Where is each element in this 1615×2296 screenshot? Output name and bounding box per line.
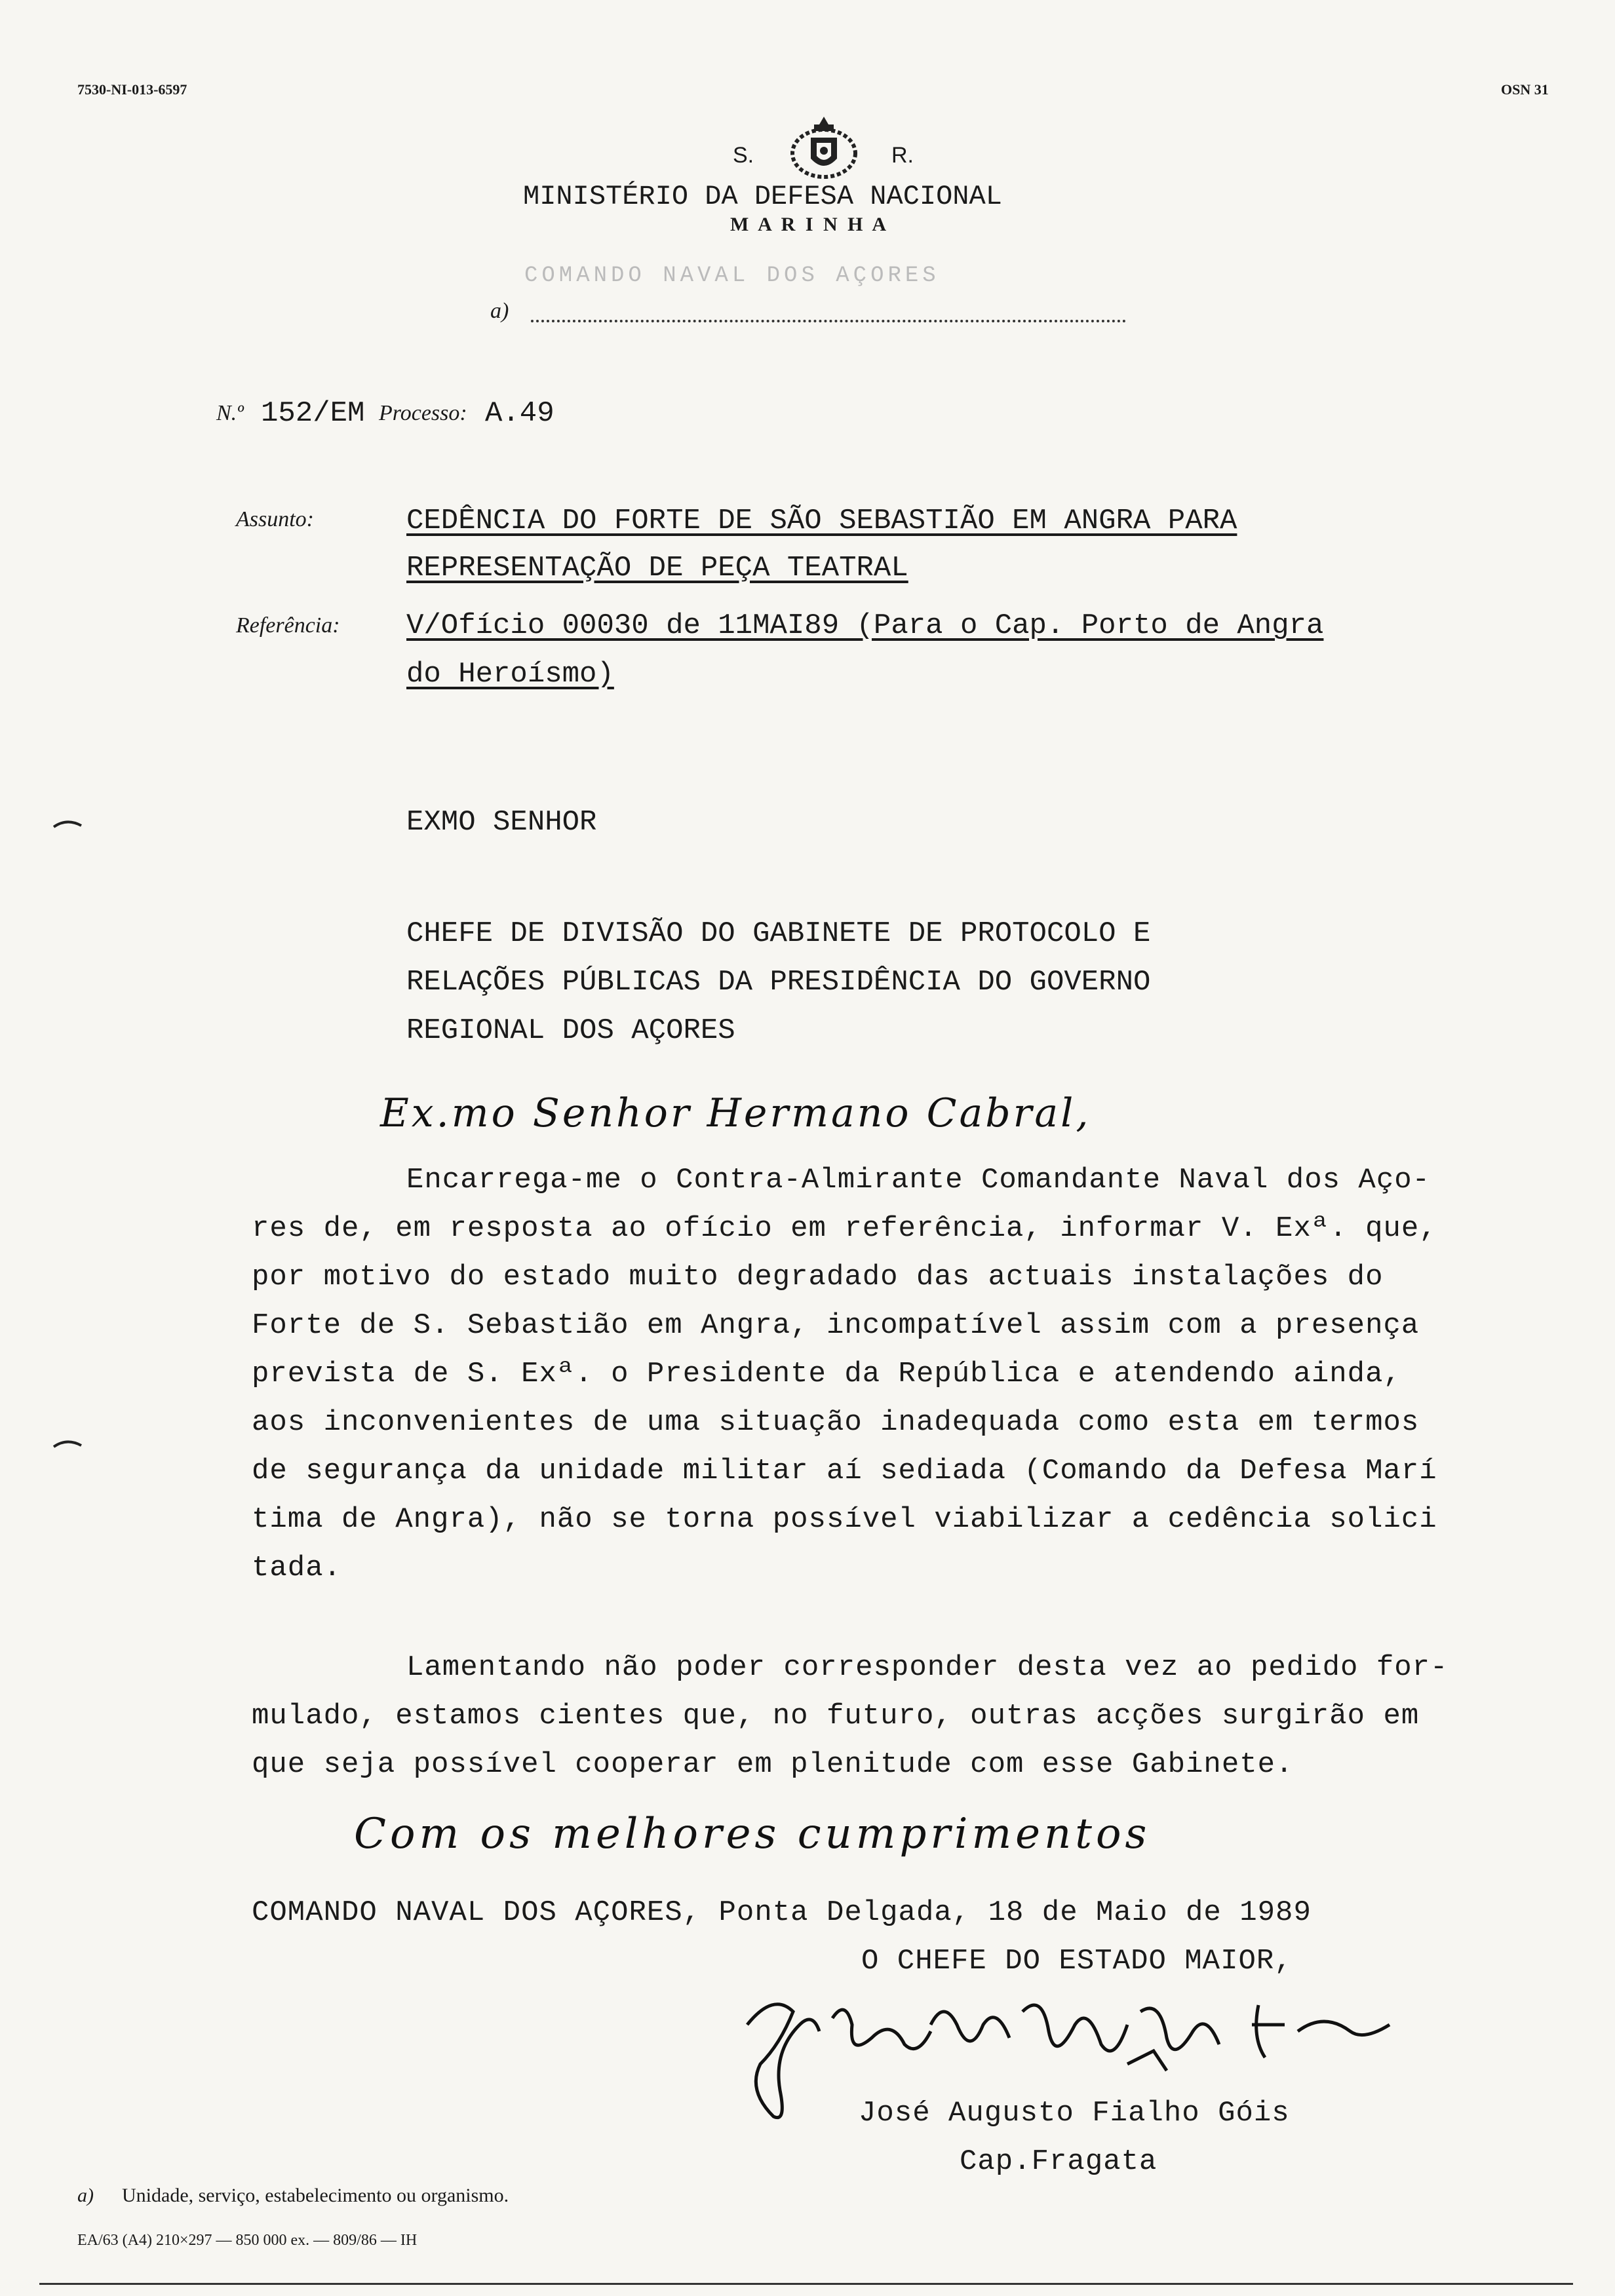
reference-label: Referência: bbox=[236, 613, 340, 638]
subject-label: Assunto: bbox=[236, 507, 314, 531]
handwritten-greeting: Ex.mo Senhor Hermano Cabral, bbox=[380, 1090, 1091, 1136]
signatory-rank: Cap.Fragata bbox=[960, 2145, 1158, 2178]
form-ref: OSN 31 bbox=[1501, 81, 1549, 98]
reference-line-2: do Heroísmo) bbox=[406, 658, 614, 691]
body-line: Forte de S. Sebastião em Angra, incompatível assim com a presença bbox=[252, 1309, 1420, 1342]
body-line: que seja possível cooperar em plenitude com esse Gabinete. bbox=[252, 1748, 1294, 1781]
body-line: Lamentando não poder corresponder desta vez ao pedido for- bbox=[406, 1651, 1449, 1684]
body-line: tima de Angra), não se torna possível viabilizar a cedência solici bbox=[252, 1503, 1437, 1536]
salutation: EXMO SENHOR bbox=[406, 806, 597, 839]
addressee-line-1: CHEFE DE DIVISÃO DO GABINETE DE PROTOCOLO E bbox=[406, 917, 1151, 950]
unit-label: a) bbox=[490, 299, 509, 323]
reference-line-1: V/Ofício 00030 de 11MAI89 (Para o Cap. Porto de Angra bbox=[406, 609, 1324, 642]
body-line: Encarrega-me o Contra-Almirante Comandante Naval dos Aço- bbox=[406, 1164, 1431, 1196]
unit-stamp: COMANDO NAVAL DOS AÇORES bbox=[524, 263, 940, 288]
number-label: N.º bbox=[216, 401, 244, 425]
body-line: tada. bbox=[252, 1552, 342, 1584]
signatory-name: José Augusto Fialho Góis bbox=[859, 2097, 1290, 2130]
bottom-rule bbox=[39, 2283, 1573, 2285]
addressee-line-2: RELAÇÕES PÚBLICAS DA PRESIDÊNCIA DO GOVERNO bbox=[406, 966, 1151, 999]
footnote-label: a) bbox=[77, 2185, 94, 2206]
body-line: por motivo do estado muito degradado das actuais instalações do bbox=[252, 1261, 1384, 1293]
body-line: prevista de S. Exª. o Presidente da República e atendendo ainda, bbox=[252, 1358, 1401, 1390]
place-date: COMANDO NAVAL DOS AÇORES, Ponta Delgada, 18 de Maio de 1989 bbox=[252, 1896, 1312, 1929]
sr-right: R. bbox=[891, 143, 914, 168]
subject-line-2: REPRESENTAÇÃO DE PEÇA TEATRAL bbox=[406, 552, 908, 584]
punch-mark bbox=[52, 1439, 83, 1448]
handwritten-closing: Com os melhores cumprimentos bbox=[354, 1810, 1151, 1858]
coat-of-arms-icon bbox=[788, 113, 860, 185]
subject-line-1: CEDÊNCIA DO FORTE DE SÃO SEBASTIÃO EM ANGRA PARA bbox=[406, 505, 1237, 537]
body-line: aos inconvenientes de uma situação inadequada como esta em termos bbox=[252, 1406, 1420, 1439]
body-line: de segurança da unidade militar aí sediada (Comando da Defesa Marí bbox=[252, 1455, 1437, 1487]
signatory-title: O CHEFE DO ESTADO MAIOR, bbox=[861, 1945, 1293, 1978]
branch-heading: M A R I N H A bbox=[730, 214, 889, 235]
footnote-text: Unidade, serviço, estabelecimento ou organismo. bbox=[122, 2185, 509, 2206]
ministry-heading: MINISTÉRIO DA DEFESA NACIONAL bbox=[523, 181, 1002, 212]
process-label: Processo: bbox=[379, 401, 467, 425]
number-value: 152/EM bbox=[261, 397, 365, 430]
punch-mark bbox=[52, 819, 83, 828]
body-line: mulado, estamos cientes que, no futuro, outras acções surgirão em bbox=[252, 1700, 1420, 1732]
unit-dotted-line bbox=[531, 320, 1126, 322]
addressee-line-3: REGIONAL DOS AÇORES bbox=[406, 1014, 735, 1047]
process-value: A.49 bbox=[485, 397, 555, 430]
print-info: EA/63 (A4) 210×297 — 850 000 ex. — 809/86 — IH bbox=[77, 2232, 418, 2249]
sr-left: S. bbox=[733, 143, 754, 168]
form-code: 7530-NI-013-6597 bbox=[77, 81, 187, 98]
body-line: res de, em resposta ao ofício em referência, informar V. Exª. que, bbox=[252, 1212, 1437, 1245]
